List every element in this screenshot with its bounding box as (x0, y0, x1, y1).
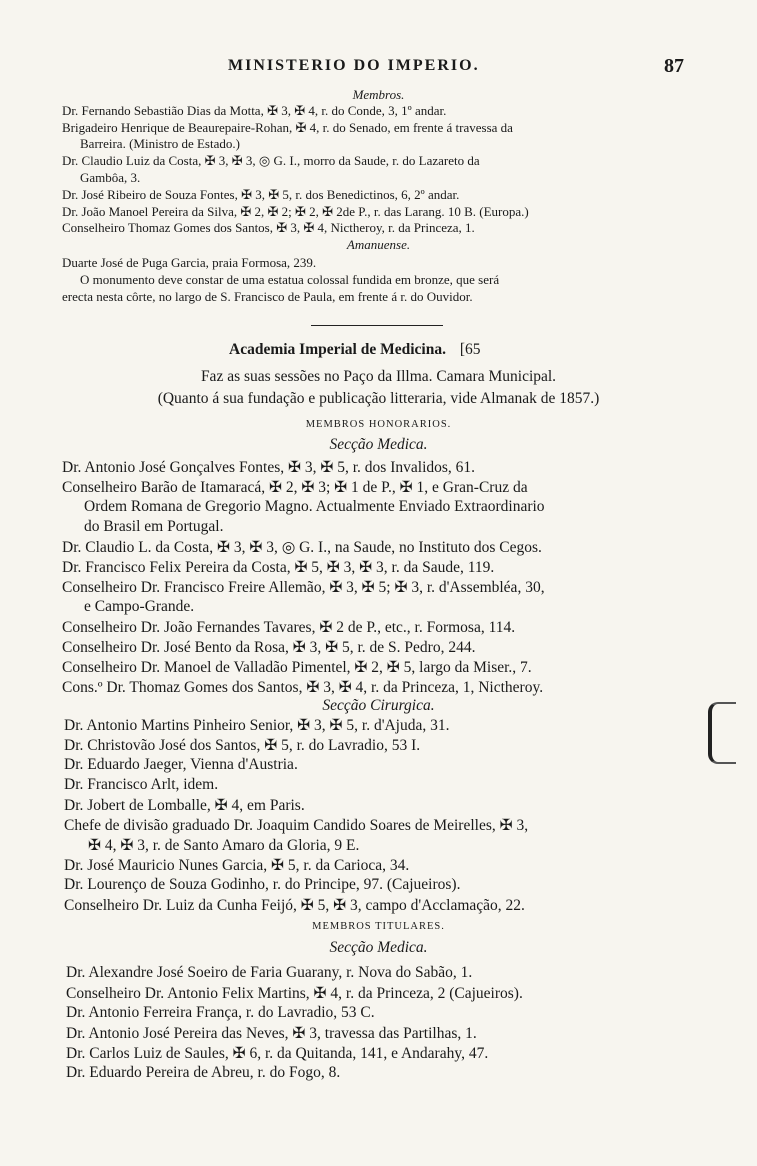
academy-year: [65 (459, 341, 481, 358)
text-line: Dr. Fernando Sebastião Dias da Motta, ✠ 3, ✠ 4, r. do Conde, 3, 1º andar. (62, 103, 447, 118)
page-number: 87 (664, 55, 684, 77)
intro-line: (Quanto á sua fundação e publicação litteraria, vide Almanak de 1857.) (157, 390, 600, 407)
text-line: Gambôa, 3. (80, 170, 141, 185)
member-entry: Dr. Jobert de Lomballe, ✠ 4, em Paris. (64, 797, 305, 814)
text-line: Barreira. (Ministro de Estado.) (80, 136, 240, 151)
member-entry: Dr. Antonio José Pereira das Neves, ✠ 3, travessa das Partilhas, 1. (66, 1025, 477, 1042)
member-entry: Dr. Eduardo Pereira de Abreu, r. do Fogo, 8. (66, 1064, 341, 1081)
member-entry: Cons.º Dr. Thomaz Gomes dos Santos, ✠ 3, ✠ 4, r. da Princeza, 1, Nictheroy. (62, 679, 544, 696)
member-entry: Dr. Eduardo Jaeger, Vienna d'Austria. (64, 756, 298, 773)
page-header (0, 55, 757, 81)
member-entry: Conselheiro Dr. João Fernandes Tavares, ✠ 2 de P., etc., r. Formosa, 114. (62, 619, 516, 636)
membros-heading: Membros. (352, 87, 405, 102)
amanuense-heading: Amanuense. (346, 237, 411, 252)
text-line: Dr. João Manoel Pereira da Silva, ✠ 2, ✠ 2; ✠ 2, ✠ 2de P., r. das Larang. 10 B. (Europa.) (62, 204, 529, 219)
member-entry: Dr. Alexandre José Soeiro de Faria Guarany, r. Nova do Sabão, 1. (66, 964, 473, 981)
running-title: MINISTERIO DO IMPERIO. (228, 57, 480, 74)
text-line: Conselheiro Thomaz Gomes dos Santos, ✠ 3, ✠ 4, Nictheroy, r. da Princeza, 1. (62, 220, 475, 235)
member-entry: Dr. Lourenço de Souza Godinho, r. do Principe, 97. (Cajueiros). (64, 876, 461, 893)
member-entry: ✠ 4, ✠ 3, r. de Santo Amaro da Gloria, 9 E. (88, 837, 360, 854)
text-line: Duarte José de Puga Garcia, praia Formosa, 239. (62, 255, 317, 270)
member-entry: Chefe de divisão graduado Dr. Joaquim Candido Soares de Meirelles, ✠ 3, (64, 817, 529, 834)
member-entry: Conselheiro Dr. José Bento da Rosa, ✠ 3, ✠ 5, r. de S. Pedro, 244. (62, 639, 476, 656)
member-entry: Dr. Christovão José dos Santos, ✠ 5, r. do Lavradio, 53 I. (64, 737, 421, 754)
text-line: erecta nesta côrte, no largo de S. Francisco de Paula, em frente á r. do Ouvidor. (62, 289, 473, 304)
member-entry: Conselheiro Barão de Itamaracá, ✠ 2, ✠ 3; ✠ 1 de P., ✠ 1, e Gran-Cruz da (62, 479, 528, 496)
text-line: Brigadeiro Henrique de Beaurepaire-Rohan, ✠ 4, r. do Senado, em frente á travessa da (62, 120, 513, 135)
text-line: O monumento deve constar de uma estatua colossal fundida em bronze, que será (80, 272, 500, 287)
member-entry: Dr. Antonio Martins Pinheiro Senior, ✠ 3, ✠ 5, r. d'Ajuda, 31. (64, 717, 450, 734)
member-entry: Dr. Carlos Luiz de Saules, ✠ 6, r. da Quitanda, 141, e Andarahy, 47. (66, 1045, 489, 1062)
member-entry: Dr. Francisco Felix Pereira da Costa, ✠ 5, ✠ 3, ✠ 3, r. da Saude, 119. (62, 559, 495, 576)
member-entry: Dr. Francisco Arlt, idem. (64, 776, 219, 793)
member-entry: Dr. Claudio L. da Costa, ✠ 3, ✠ 3, ◎ G. I., na Saude, no Instituto dos Cegos. (62, 539, 542, 556)
academy-title (229, 341, 481, 359)
section-divider (311, 325, 443, 326)
member-entry: Ordem Romana de Gregorio Magno. Actualmente Enviado Extraordinario (84, 498, 545, 515)
titulares-heading: MEMBROS TITULARES. (312, 921, 445, 932)
margin-bracket-mark (708, 702, 736, 764)
text-line: Dr. Claudio Luiz da Costa, ✠ 3, ✠ 3, ◎ G. I., morro da Saude, r. do Lazareto da (62, 153, 480, 168)
member-entry: e Campo-Grande. (84, 598, 195, 615)
member-entry: Conselheiro Dr. Antonio Felix Martins, ✠ 4, r. da Princeza, 2 (Cajueiros). (66, 985, 523, 1002)
member-entry: Dr. José Mauricio Nunes Garcia, ✠ 5, r. da Carioca, 34. (64, 857, 410, 874)
text-line: Dr. José Ribeiro de Souza Fontes, ✠ 3, ✠ 5, r. dos Benedictinos, 6, 2º andar. (62, 187, 460, 202)
medica-heading: Secção Medica. (329, 436, 428, 453)
member-entry: Conselheiro Dr. Luiz da Cunha Feijó, ✠ 5, ✠ 3, campo d'Acclamação, 22. (64, 897, 525, 914)
member-entry: Dr. Antonio José Gonçalves Fontes, ✠ 3, ✠ 5, r. dos Invalidos, 61. (62, 459, 476, 476)
member-entry: Conselheiro Dr. Francisco Freire Allemão, ✠ 3, ✠ 5; ✠ 3, r. d'Assembléa, 30, (62, 579, 545, 596)
member-entry: Dr. Antonio Ferreira França, r. do Lavradio, 53 C. (66, 1004, 375, 1021)
titulares-medica-heading: Secção Medica. (329, 939, 428, 956)
cirurgica-heading: Secção Cirurgica. (322, 697, 435, 714)
member-entry: Conselheiro Dr. Manoel de Valladão Pimentel, ✠ 2, ✠ 5, largo da Miser., 7. (62, 659, 532, 676)
academy-name: Academia Imperial de Medicina. (229, 341, 446, 358)
intro-line: Faz as suas sessões no Paço da Illma. Camara Municipal. (200, 368, 557, 385)
honorarios-heading: MEMBROS HONORARIOS. (305, 419, 452, 430)
member-entry: do Brasil em Portugal. (84, 518, 224, 535)
